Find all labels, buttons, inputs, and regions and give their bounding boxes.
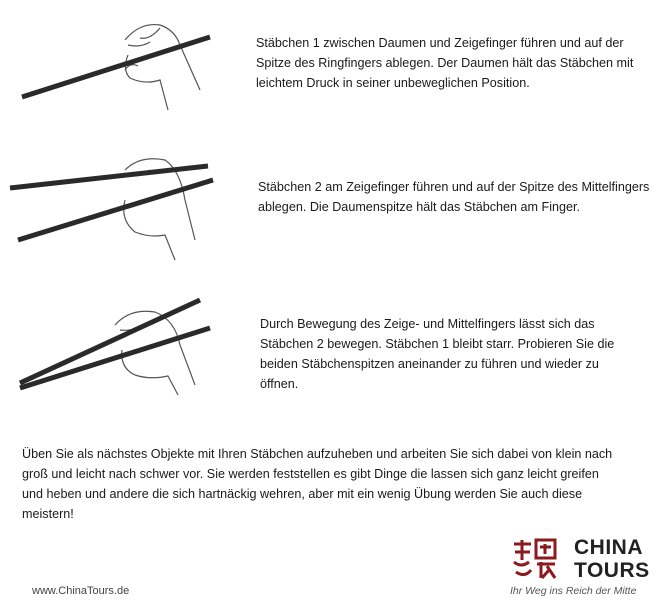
step-2-text: Stäbchen 2 am Zeigefinger führen und auf der Spitze des Mittelfingers ablegen. Die Daumenspitze hält das Stäbchen am Finger. bbox=[258, 180, 650, 214]
hand-illustration-step-1 bbox=[0, 0, 240, 140]
hand-illustration-step-2 bbox=[0, 140, 240, 270]
logo-tagline: Ihr Weg ins Reich der Mitte bbox=[510, 585, 637, 597]
step-1-text: Stäbchen 1 zwischen Daumen und Zeigefinger führen und auf der Spitze des Ringfingers ablegen. Der Daumen hält das Stäbchen mit leichtem Druck in seiner unbeweglichen Position. bbox=[256, 36, 634, 90]
logo-wordmark bbox=[574, 536, 650, 582]
logo-line-2: TOURS bbox=[574, 559, 650, 582]
step-3-text: Durch Bewegung des Zeige- und Mittelfingers lässt sich das Stäbchen 2 bewegen. Stäbchen 1 bleibt starr. Probieren Sie die beiden Stäbchenspitzen aneinander zu führen und wieder zu öffnen. bbox=[260, 317, 615, 391]
chopstick-2 bbox=[18, 180, 213, 240]
website-url: www.ChinaTours.de bbox=[32, 585, 130, 597]
logo-line-1: CHINA bbox=[574, 536, 643, 559]
china-tours-seal-logo bbox=[511, 538, 558, 580]
hand-illustration-step-3 bbox=[0, 290, 240, 400]
closing-paragraph: Üben Sie als nächstes Objekte mit Ihren Stäbchen aufzuheben und arbeiten Sie sich dabei von klein nach groß und leicht nach schwer vor. Sie werden feststellen es gibt Dinge die lassen sich ganz leicht greifen und heben und andere die sich hartnäckig wehren, aber mit ein wenig Übung werden Sie auch diese meistern! bbox=[22, 447, 613, 521]
chopstick-1 bbox=[22, 37, 210, 97]
